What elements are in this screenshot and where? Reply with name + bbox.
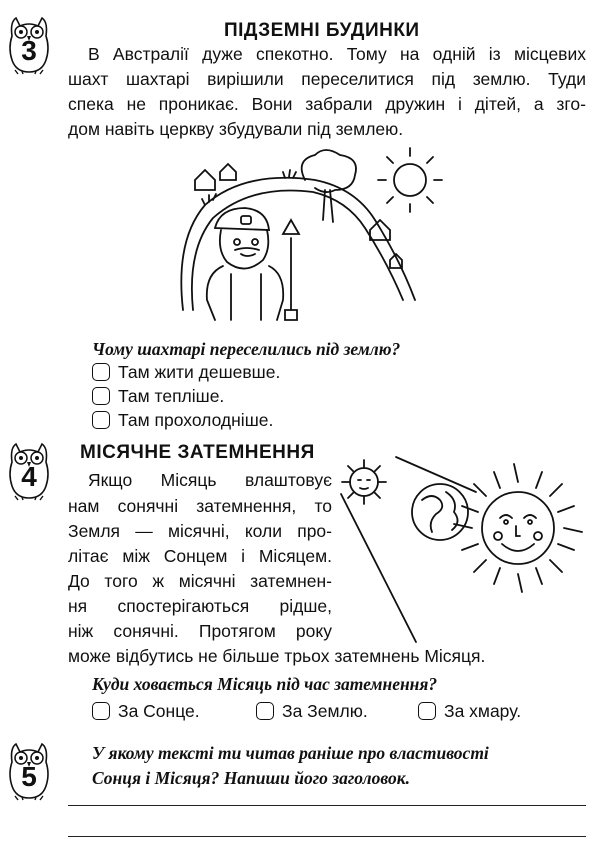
eclipse-illustration xyxy=(336,452,586,642)
text-line: шахт шахтарі вирішили переселитися під землю. Туди xyxy=(68,69,586,89)
option-label: За Сонце. xyxy=(118,700,200,721)
section-number: 5 xyxy=(21,761,37,792)
checkbox[interactable] xyxy=(92,387,110,405)
option-label: Там прохолодніше. xyxy=(118,409,274,430)
option-label: Там тепліше. xyxy=(118,385,225,406)
text-line: літає між Сонцем і Місяцем. xyxy=(68,546,332,566)
checkbox[interactable] xyxy=(418,702,436,720)
option-cheaper[interactable] xyxy=(92,360,280,384)
section-number: 3 xyxy=(21,35,37,66)
text-line: ніж сонячні. Протягом року xyxy=(68,621,332,641)
text-line: може відбутись не більше трьох затемнень Місяця. xyxy=(68,646,486,666)
option-label: За хмару. xyxy=(444,700,522,721)
section-title: ПІДЗЕМНІ БУДИНКИ xyxy=(224,20,420,41)
owl-badge-3 xyxy=(6,16,52,74)
checkbox[interactable] xyxy=(256,702,274,720)
question-line: У якому тексті ти читав раніше про властивості xyxy=(92,743,489,763)
question-line: Сонця і Місяця? Напиши його заголовок. xyxy=(92,768,410,788)
section-title: МІСЯЧНЕ ЗАТЕМНЕННЯ xyxy=(80,442,315,463)
text-line: В Австралії дуже спекотно. Тому на одній із місцевих xyxy=(88,44,586,64)
option-cloud[interactable] xyxy=(418,699,521,723)
question: Куди ховається Місяць під час затемнення? xyxy=(92,674,438,694)
question: Чому шахтарі переселились під землю? xyxy=(92,339,401,359)
option-warmer[interactable] xyxy=(92,384,224,408)
option-label: За Землю. xyxy=(282,700,368,721)
miner-illustration xyxy=(165,150,445,330)
owl-badge-4 xyxy=(6,442,52,500)
checkbox[interactable] xyxy=(92,363,110,381)
option-cooler[interactable] xyxy=(92,408,273,432)
text-line: дом навіть церкву збудували під землею. xyxy=(68,119,404,139)
text-line: нам сонячні затемнення, то xyxy=(68,496,332,516)
text-line: спека не проникає. Вони забрали дружин і дітей, а зго- xyxy=(68,94,586,114)
answer-line[interactable] xyxy=(68,805,586,806)
text-line: Земля — місячні, коли про- xyxy=(68,521,332,541)
owl-badge-5 xyxy=(6,742,52,800)
text-line: ня спостерігаються рідше, xyxy=(68,596,332,616)
section-number: 4 xyxy=(21,461,37,492)
option-label: Там жити дешевше. xyxy=(118,361,281,382)
option-earth[interactable] xyxy=(256,699,368,723)
text-line: Якщо Місяць влаштовує xyxy=(88,470,332,490)
option-sun[interactable] xyxy=(92,699,200,723)
checkbox[interactable] xyxy=(92,411,110,429)
checkbox[interactable] xyxy=(92,702,110,720)
text-line: До того ж місячні затемнен- xyxy=(68,571,332,591)
answer-line[interactable] xyxy=(68,836,586,837)
